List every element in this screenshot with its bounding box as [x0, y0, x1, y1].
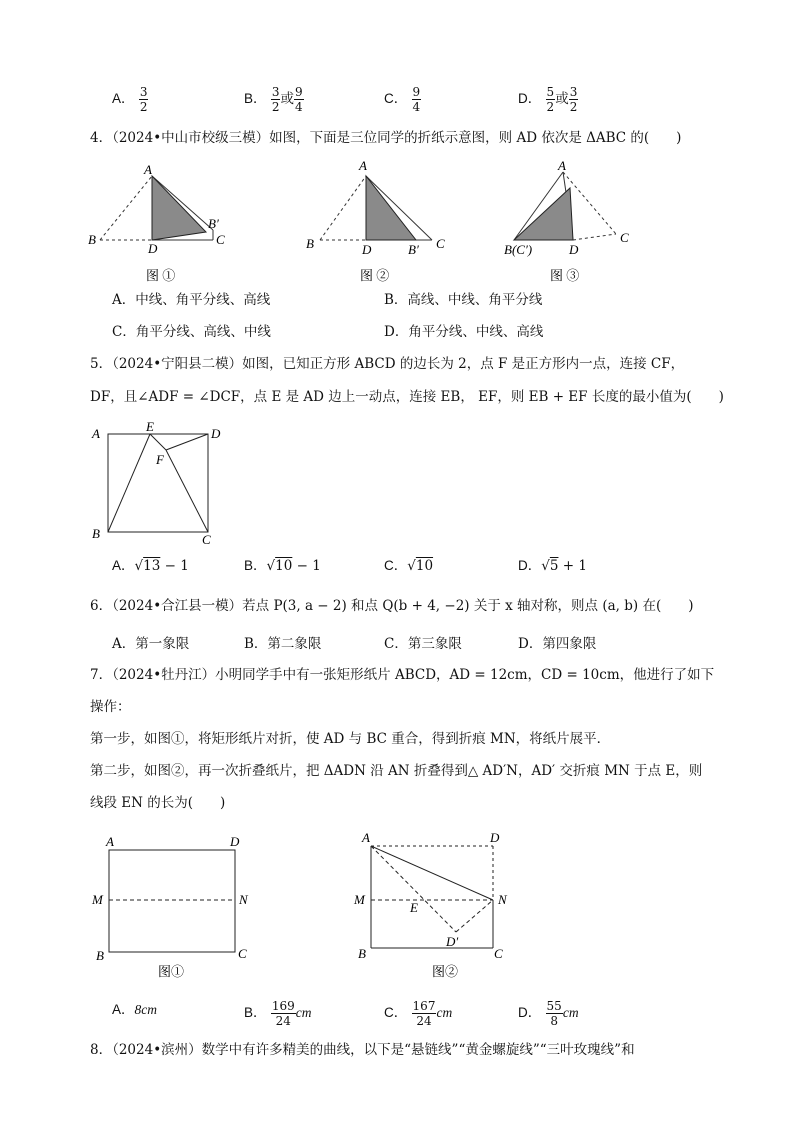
svg-text:D: D [148, 241, 158, 256]
q6-option-b: B．第二象限 [244, 636, 322, 652]
q3-option-d: D． $\frac{5}{2}$ 或 $\frac{3}{2}$ [518, 85, 578, 114]
q4-stem: 4．（2024•中山市校级三模）如图，下面是三位同学的折纸示意图，则 AD 依次是 ΔABC 的( ) [90, 130, 682, 146]
svg-text:图②: 图② [432, 964, 459, 979]
q5-figure [86, 420, 226, 548]
svg-text:图 ②: 图 ② [360, 268, 390, 283]
q7-figure-1 [91, 834, 249, 979]
svg-text:B′: B′ [408, 242, 419, 257]
q6-option-d: D．第四象限 [518, 636, 597, 652]
svg-text:D: D [211, 426, 221, 441]
svg-text:C: C [436, 236, 445, 251]
q4-figure-3 [504, 158, 629, 283]
svg-text:A: A [558, 158, 566, 173]
svg-text:B′: B′ [208, 216, 219, 231]
q4-figure-2 [306, 158, 445, 283]
q3-option-b: B． $\frac{3}{2}$ 或 $\frac{9}{4}$ [244, 85, 303, 114]
svg-text:A: A [92, 426, 100, 441]
q6-stem: 6．（2024•合江县一模）若点 P(3, a − 2) 和点 Q(b + 4, −2) 关于 x 轴对称，则点 (a, b) 在( ) [90, 598, 694, 614]
svg-text:M: M [354, 892, 365, 907]
q4-option-c: C．角平分线、高线、中线 [112, 324, 271, 340]
q7-stem-line2: 操作： [90, 699, 131, 715]
svg-text:D: D [490, 830, 500, 845]
svg-text:N: N [498, 892, 507, 907]
q7-step2: 第二步，如图②，再一次折叠纸片，把 ΔADN 沿 AN 折叠得到△ AD′N，AD′ 交折痕 MN 于点 E，则 [90, 763, 703, 779]
svg-text:B: B [96, 948, 104, 963]
q5-option-d: D．√5 + 1 [518, 558, 587, 574]
svg-text:N: N [239, 892, 248, 907]
q4-option-b: B．高线、中线、角平分线 [384, 292, 543, 308]
svg-text:C: C [494, 946, 503, 961]
q6-option-c: C．第三象限 [384, 636, 462, 652]
q3-option-c: C． $\frac{9}{4}$ [384, 85, 421, 114]
svg-text:B: B [306, 236, 314, 251]
svg-text:B: B [358, 946, 366, 961]
q5-stem-line1: 5．（2024•宁阳县二模）如图，已知正方形 ABCD 的边长为 2，点 F 是正方形内一点，连接 CF， [90, 356, 685, 372]
svg-text:A: A [362, 830, 370, 845]
q5-stem-line2: DF，且∠ADF = ∠DCF，点 E 是 AD 边上一动点，连接 EB， EF，则 EB + EF 长度的最小值为( ) [90, 389, 724, 405]
q7-option-d: D． $\frac{55}{8}$ cm [518, 999, 579, 1028]
q5-option-b: B．√10 − 1 [244, 558, 321, 574]
q7-figure-2 [353, 830, 508, 979]
svg-text:D′: D′ [446, 934, 459, 949]
svg-text:D: D [362, 242, 372, 257]
svg-text:C: C [216, 232, 225, 247]
svg-text:M: M [92, 892, 103, 907]
svg-text:B: B [88, 232, 96, 247]
svg-text:C: C [202, 532, 211, 547]
svg-text:F: F [156, 452, 164, 467]
svg-text:C: C [238, 946, 247, 961]
q5-option-c: C．√10 [384, 558, 434, 574]
svg-text:A: A [359, 158, 367, 173]
q8-stem: 8．（2024•滨州）数学中有许多精美的曲线，以下是“悬链线”“黄金螺旋线”“三叶玫瑰线”和 [90, 1042, 635, 1058]
q7-step3: 线段 EN 的长为( ) [90, 795, 226, 811]
svg-text:B(C′): B(C′) [504, 242, 533, 257]
svg-text:D: D [230, 834, 240, 849]
svg-text:E: E [410, 900, 418, 915]
q3-option-a: A． $\frac{3}{2}$ [112, 85, 148, 114]
svg-text:A: A [106, 834, 114, 849]
q7-stem-line1: 7．（2024•牡丹江）小明同学手中有一张矩形纸片 ABCD，AD = 12cm，CD = 10cm，他进行了如下 [90, 667, 715, 683]
q7-option-a: A．8cm [112, 1002, 158, 1017]
q4-option-a: A．中线、角平分线、高线 [112, 292, 271, 308]
svg-text:图 ①: 图 ① [146, 268, 176, 283]
q7-option-b: B． $\frac{169}{24}$ cm [244, 999, 312, 1028]
q6-option-a: A．第一象限 [112, 636, 190, 652]
svg-text:图 ③: 图 ③ [550, 268, 580, 283]
q7-option-c: C． $\frac{167}{24}$ cm [384, 999, 453, 1028]
q4-figure-1 [88, 162, 225, 283]
svg-text:A: A [144, 162, 152, 177]
svg-text:D: D [569, 242, 579, 257]
q5-option-a: A．√13 − 1 [112, 558, 189, 574]
q4-option-d: D．角平分线、中线、高线 [384, 324, 544, 340]
svg-text:图①: 图① [158, 964, 185, 979]
svg-text:C: C [620, 230, 629, 245]
q4-figures [80, 158, 720, 286]
q7-step1: 第一步，如图①，将矩形纸片对折，使 AD 与 BC 重合，得到折痕 MN，将纸片展平． [90, 731, 611, 747]
q7-figures [86, 826, 526, 986]
svg-text:B: B [92, 526, 100, 541]
svg-text:E: E [146, 420, 154, 434]
